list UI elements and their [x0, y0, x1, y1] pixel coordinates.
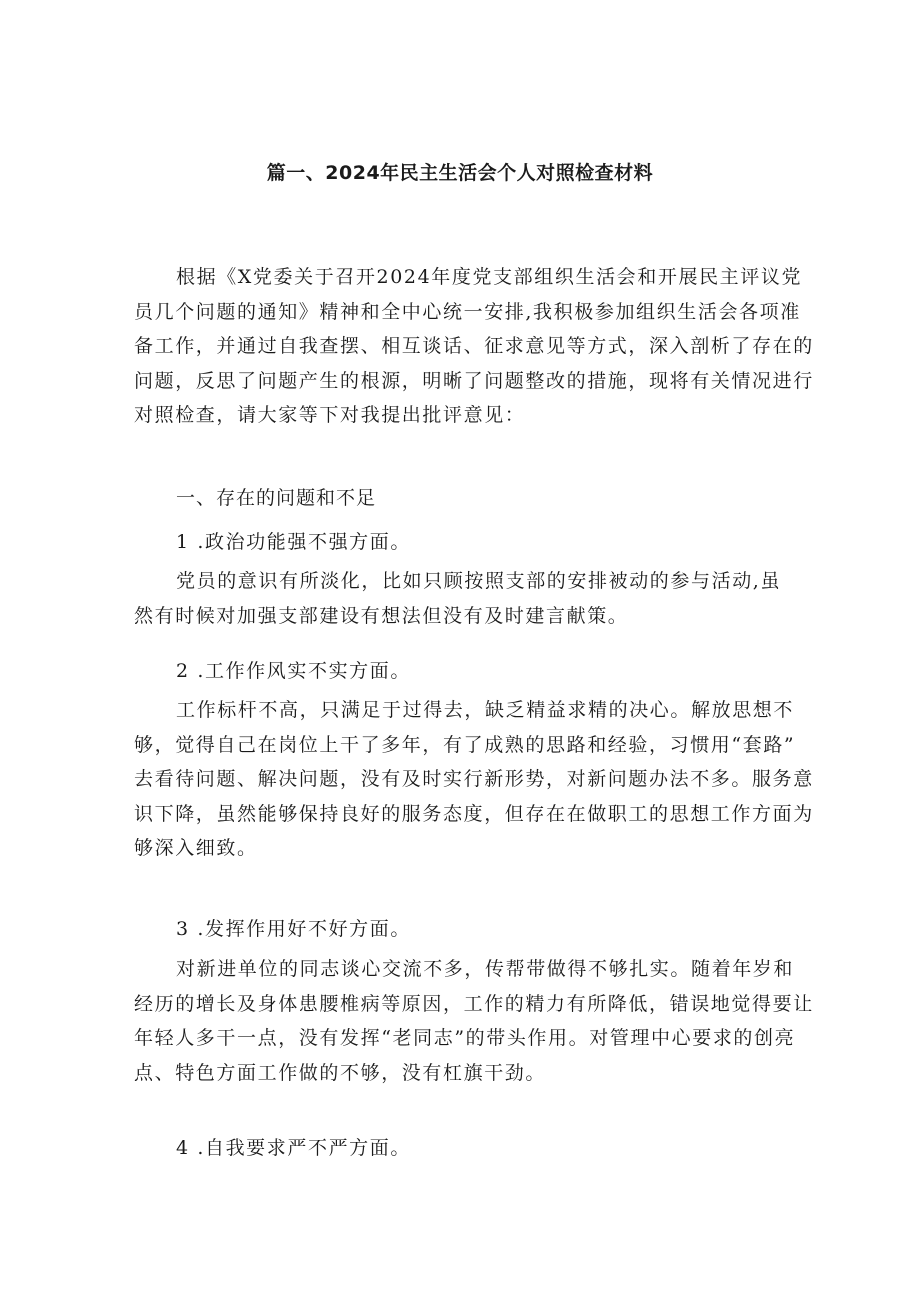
intro-paragraph: [134, 260, 814, 433]
paragraph-line: 根据《X党委关于召开2024年度党支部组织生活会和开展民主评议党: [176, 266, 803, 288]
paragraph-line: 够，觉得自己在岗位上干了多年，有了成熟的思路和经验，习惯用“套路”: [134, 733, 796, 756]
paragraph-line: 年轻人多干一点，没有发挥“老同志”的带头作用。对管理中心要求的创亮: [134, 1027, 796, 1049]
document-title: 篇一、2024年民主生活会个人对照检查材料: [266, 162, 654, 184]
paragraph-line: 对新进单位的同志谈心交流不多，传帮带做得不够扎实。随着年岁和: [176, 958, 795, 980]
item-paragraph: [134, 952, 814, 1090]
item-paragraph: [134, 693, 814, 866]
paragraph-line: 经历的增长及身体患腰椎病等原因，工作的精力有所降低，错误地觉得要让: [134, 992, 814, 1015]
item-paragraph: [134, 564, 794, 633]
paragraph-line: 够深入细致。: [134, 837, 258, 859]
paragraph-line: 去看待问题、解决问题，没有及时实行新形势，对新问题办法不多。服务意: [134, 768, 814, 790]
item-heading: 3 .发挥作用好不好方面。: [176, 918, 411, 940]
paragraph-line: 问题，反思了问题产生的根源，明晰了问题整改的措施，现将有关情况进行: [134, 369, 814, 392]
section-heading: 一、存在的问题和不足: [176, 487, 377, 509]
paragraph-line: 工作标杆不高，只满足于过得去，缺乏精益求精的决心。解放思想不: [176, 699, 795, 721]
paragraph-line: 识下降，虽然能够保持良好的服务态度，但存在在做职工的思想工作方面为: [134, 802, 814, 825]
paragraph-line: 备工作，并通过自我查摆、相互谈话、征求意见等方式，深入剖析了存在的: [134, 335, 814, 357]
item-heading: 4 .自我要求严不严方面。: [176, 1137, 411, 1159]
paragraph-line: 党员的意识有所淡化，比如只顾按照支部的安排被动的参与活动,虽: [176, 570, 782, 592]
paragraph-line: 点、特色方面工作做的不够，没有杠旗干劲。: [134, 1061, 547, 1084]
paragraph-line: 对照检查，请大家等下对我提出批评意见：: [134, 404, 526, 426]
paragraph-line: 员几个问题的通知》精神和全中心统一安排,我积极参加组织生活会各项准: [134, 300, 801, 323]
paragraph-line: 然有时候对加强支部建设有想法但没有及时建言献策。: [134, 604, 629, 627]
item-heading: 2 .工作作风实不实方面。: [176, 660, 411, 682]
item-heading: 1 .政治功能强不强方面。: [176, 531, 411, 553]
